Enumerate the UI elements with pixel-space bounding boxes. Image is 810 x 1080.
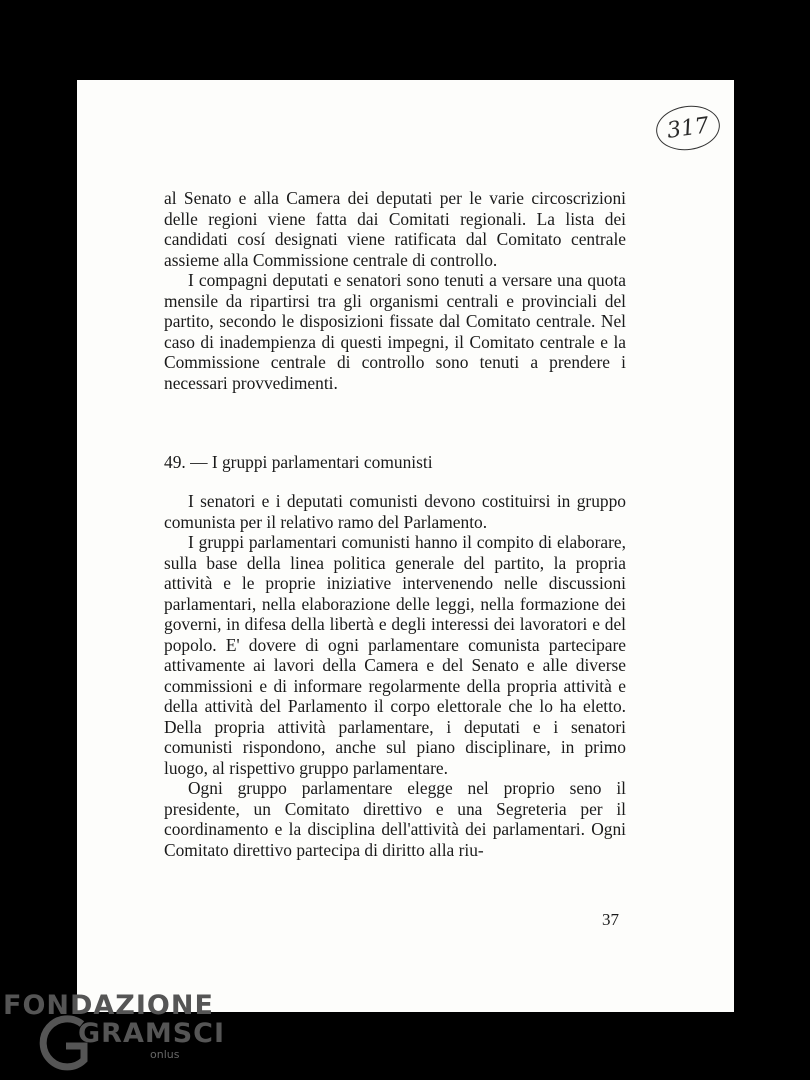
section-heading: 49. — I gruppi parlamentari comunisti xyxy=(164,452,433,472)
section1-text xyxy=(164,188,626,393)
fondazione-gramsci-logo xyxy=(0,990,230,1080)
logo-line3: onlus xyxy=(150,1048,180,1061)
stamp-label: 317 xyxy=(665,112,711,144)
logo-line1: FONDAZIONE xyxy=(3,990,214,1021)
section2-text xyxy=(164,491,626,860)
paragraph: I compagni deputati e senatori sono tenuti a versare una quota mensile da ripartirsi tra gli organismi centrali e provinciali del partito, secondo le disposizioni fissate dal Comitato centrale. Nel caso di inadempienza di questi impegni, il Comitato centrale e la Commissione centrale di controllo sono tenuti a prendere i necessari provvedimenti. xyxy=(164,270,626,393)
page-number: 37 xyxy=(602,910,619,929)
paragraph: I gruppi parlamentari comunisti hanno il compito di elaborare, sulla base della linea politica generale del partito, la propria attività e le proprie iniziative intervenendo nelle discussioni parlamentari, nella elaborazione delle leggi, nella formazione dei governi, in difesa della libertà e degli interessi dei lavoratori e del popolo. E' dovere di ogni parlamentare comunista partecipare attivamente ai lavori della Camera e del Senato e alle diverse commissioni e di informare regolarmente della propria attività e della attività del Parlamento il corpo elettorale che lo ha eletto. Della propria attività parlamentare, i deputati e i senatori comunisti rispondono, anche sul piano disciplinare, in primo luogo, al rispettivo gruppo parlamentare. xyxy=(164,532,626,778)
paragraph: al Senato e alla Camera dei deputati per le varie circoscrizioni delle regioni viene fatta dai Comitati regionali. La lista dei candidati cosí designati viene ratificata dal Comitato centrale assieme alla Commissione centrale di controllo. xyxy=(164,188,626,270)
paragraph: I senatori e i deputati comunisti devono costituirsi in gruppo comunista per il relativo ramo del Parlamento. xyxy=(164,491,626,532)
paragraph: Ogni gruppo parlamentare elegge nel proprio seno il presidente, un Comitato direttivo e una Segreteria per il coordinamento e la disciplina dell'attività dei parlamentari. Ogni Comitato direttivo partecipa di diritto alla riu- xyxy=(164,778,626,860)
logo-line2: GRAMSCI xyxy=(78,1018,226,1049)
